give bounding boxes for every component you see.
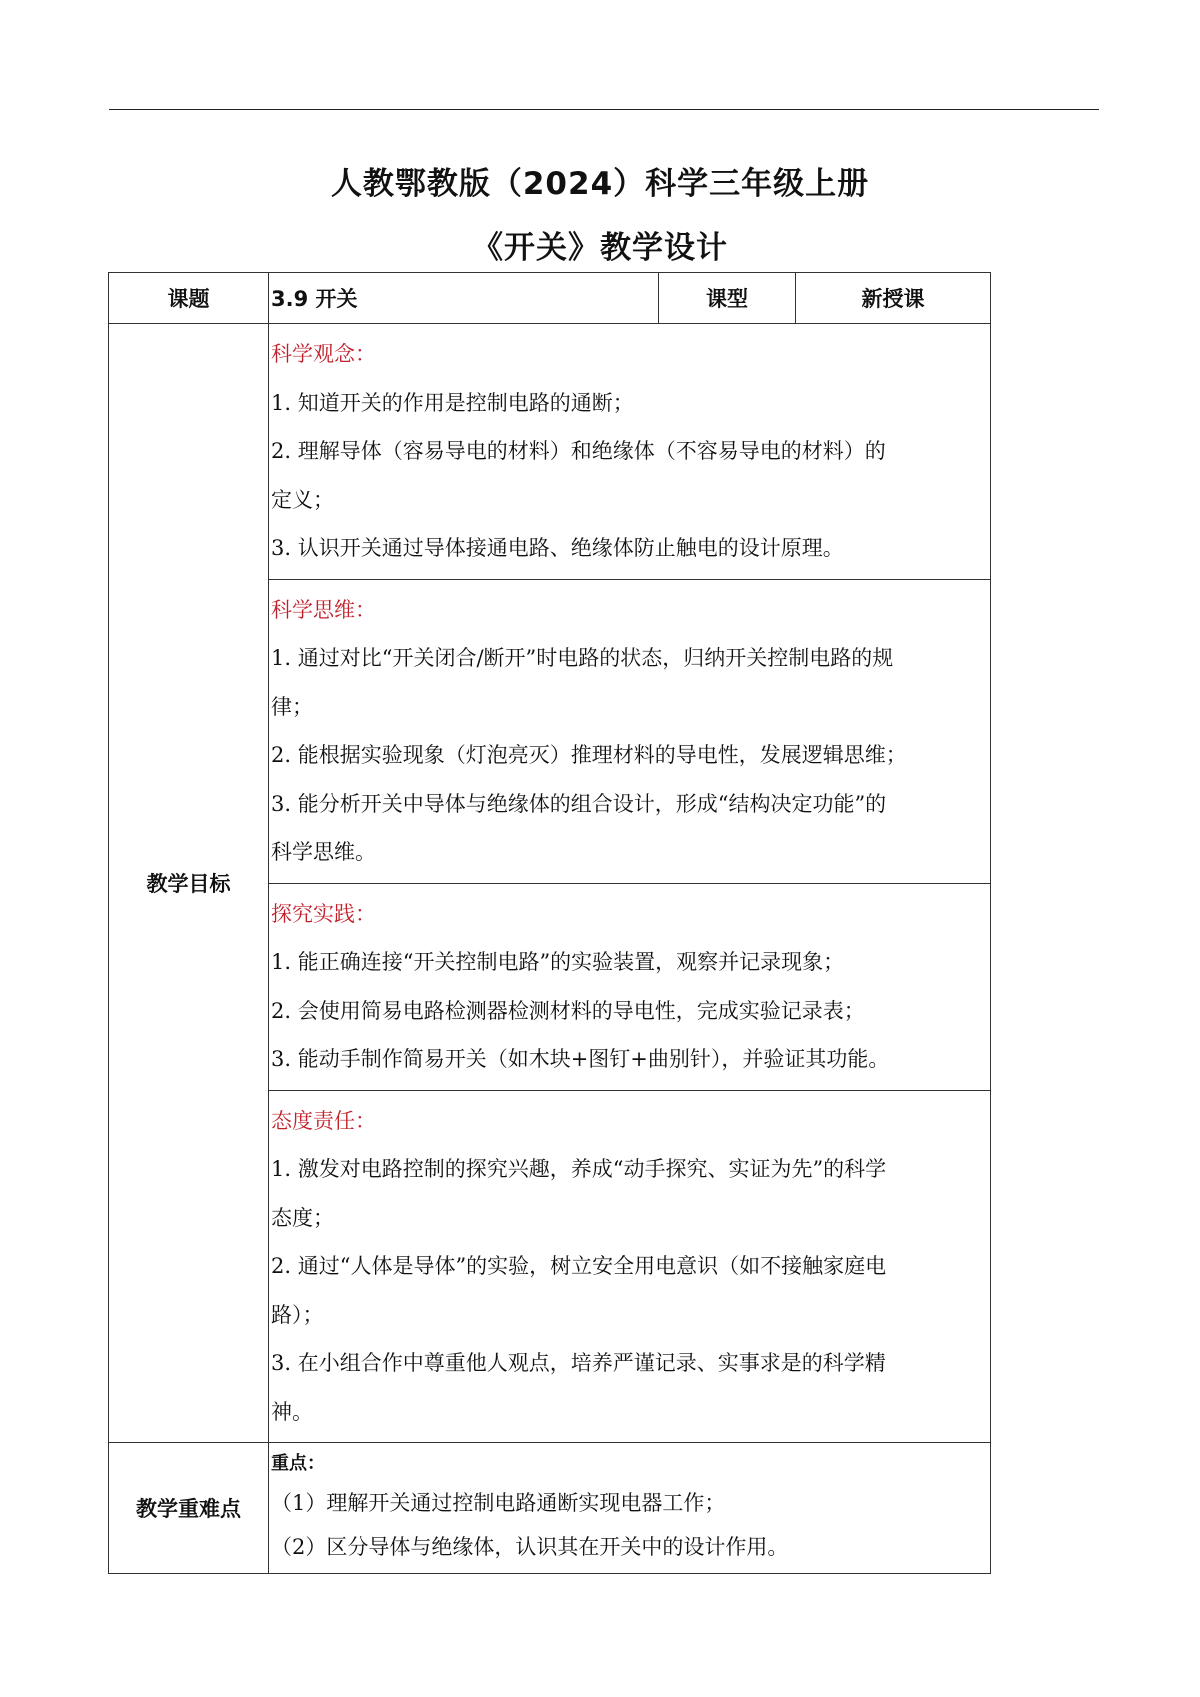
objective-line: 路）； (271, 1302, 324, 1327)
section-title: 科学思维： (271, 597, 376, 622)
objective-line: 3. 在小组合作中尊重他人观点，培养严谨记录、实事求是的科学精 (271, 1351, 886, 1375)
objective-line: 2. 能根据实验现象（灯泡亮灭）推理材料的导电性，发展逻辑思维； (271, 743, 907, 767)
section-title: 态度责任： (271, 1108, 376, 1133)
lesson-type-value: 新授课 (796, 273, 991, 324)
topic-label: 课题 (109, 273, 269, 324)
objective-line: 3. 认识开关通过导体接通电路、绝缘体防止触电的设计原理。 (271, 536, 844, 560)
table-row-topic (109, 273, 991, 324)
section-title: 科学观念： (271, 342, 376, 366)
objective-section-thinking (269, 579, 991, 883)
document-subtitle: 《开关》教学设计 (472, 230, 728, 266)
objective-line: 定义； (271, 487, 334, 512)
objective-line: 律； (271, 694, 313, 719)
objective-line: 1. 能正确连接“开关控制电路”的实验装置，观察并记录现象； (271, 950, 845, 974)
objective-line: 1. 知道开关的作用是控制电路的通断； (271, 390, 634, 415)
objective-line: 3. 能分析开关中导体与绝缘体的组合设计，形成“结构决定功能”的 (271, 791, 887, 816)
topic-value: 3.9 开关 (269, 273, 659, 324)
objectives-label: 教学目标 (109, 324, 269, 1443)
key-points-subtitle: 重点： (271, 1453, 325, 1474)
key-points-content (269, 1443, 991, 1574)
lesson-type-label: 课型 (659, 273, 796, 324)
objective-line: 科学思维。 (271, 840, 376, 864)
objective-line: 3. 能动手制作简易开关（如木块+图钉+曲别针），并验证其功能。 (271, 1047, 890, 1071)
objective-line: 1. 激发对电路控制的探究兴趣，养成“动手探究、实证为先”的科学 (271, 1157, 887, 1181)
key-points-label: 教学重难点 (109, 1443, 269, 1574)
objective-line: 2. 通过“人体是导体”的实验，树立安全用电意识（如不接触家庭电 (271, 1254, 887, 1278)
key-point-line: （1）理解开关通过控制电路通断实现电器工作； (271, 1491, 726, 1515)
header-rule (109, 109, 1099, 110)
objective-section-concept (269, 324, 991, 580)
objective-section-attitude (269, 1090, 991, 1443)
objective-line: 1. 通过对比“开关闭合/断开”时电路的状态，归纳开关控制电路的规 (271, 646, 894, 670)
lesson-plan-table (108, 272, 991, 1574)
objective-row-1 (109, 324, 991, 580)
section-title: 探究实践： (271, 901, 376, 926)
document-title: 人教鄂教版（2024）科学三年级上册 (330, 166, 870, 202)
objective-line: 神。 (271, 1399, 313, 1424)
key-points-row (109, 1443, 991, 1574)
objective-line: 态度； (271, 1205, 334, 1230)
objective-line: 2. 会使用简易电路检测器检测材料的导电性，完成实验记录表； (271, 998, 865, 1023)
objective-section-practice (269, 883, 991, 1090)
key-point-line: （2）区分导体与绝缘体，认识其在开关中的设计作用。 (271, 1535, 789, 1559)
objective-line: 2. 理解导体（容易导电的材料）和绝缘体（不容易导电的材料）的 (271, 439, 886, 463)
